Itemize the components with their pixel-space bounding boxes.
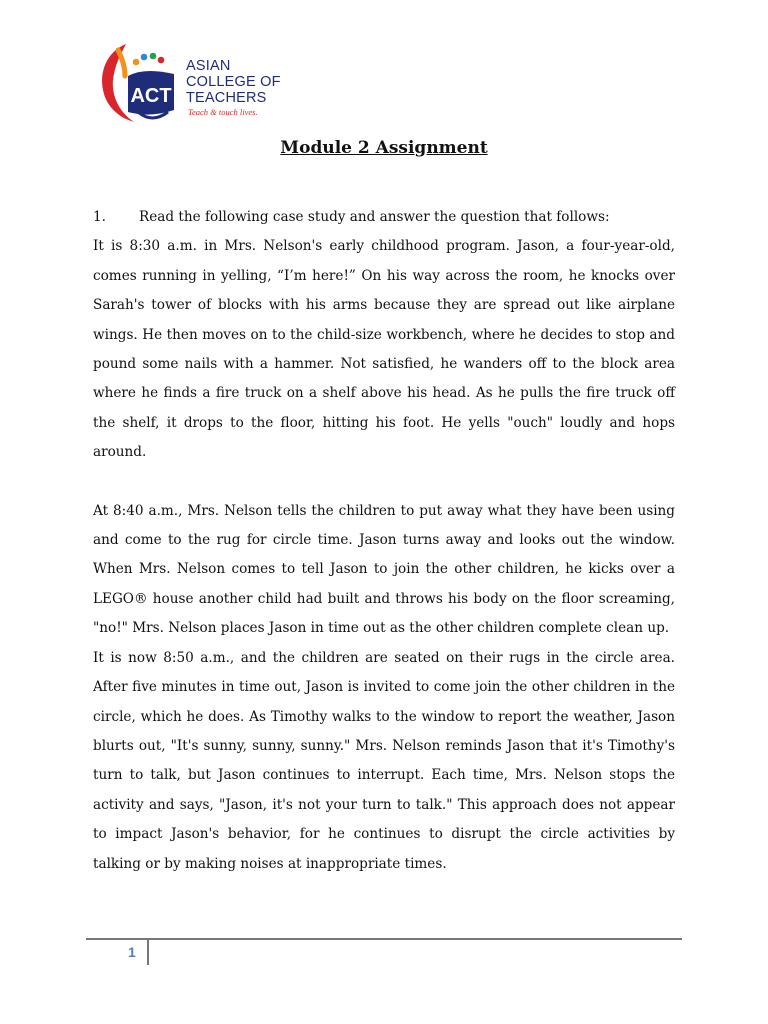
logo-mark-text: ACT (130, 85, 172, 107)
logo-line-1: ASIAN (186, 58, 231, 74)
college-logo (92, 40, 312, 124)
act-logo-icon (92, 40, 184, 124)
page-number: 1 (128, 944, 136, 960)
case-paragraph-2: At 8:40 a.m., Mrs. Nelson tells the children to put away what they have been using and come to the rug for circle time. Jason turns away and looks out the window. When Mrs. Nelson comes to tell Jason to join the other children, he kicks over a LEGO® house another child had built and throws his body on the floor screaming, "no!" Mrs. Nelson places Jason in time out as the other children complete clean up. (93, 502, 675, 637)
footer-divider (147, 939, 149, 965)
question-line (93, 203, 675, 232)
case-paragraph-3: It is now 8:50 a.m., and the children are seated on their rugs in the circle area. After five minutes in time out, Jason is invited to come join the other children in the circle, which he does. As Timothy walks to the window to report the weather, Jason blurts out, "It's sunny, sunny, sunny." Mrs. Nelson reminds Jason that it's Timothy's turn to talk, but Jason continues to interrupt. Each time, Mrs. Nelson stops the activity and says, "Jason, it's not your turn to talk." This approach does not appear to impact Jason's behavior, for he continues to disrupt the circle activities by talking or by making noises at inappropriate times. (93, 649, 675, 872)
logo-wordmark (186, 58, 281, 117)
footer-rule (86, 938, 682, 940)
case-paragraph-1: It is 8:30 a.m. in Mrs. Nelson's early childhood program. Jason, a four-year-old, comes running in yelling, “I’m here!” On his way across the room, he knocks over Sarah's tower of blocks with his arms because they are spread out like airplane wings. He then moves on to the child-size workbench, where he decides to stop and pound some nails with a hammer. Not satisfied, he wanders off to the block area where he finds a fire truck on a shelf above his head. As he pulls the fire truck off the shelf, it drops to the floor, hitting his foot. He yells "ouch" loudly and hops around. (93, 238, 675, 461)
assignment-body (93, 203, 675, 879)
logo-tagline: Teach & touch lives. (188, 107, 258, 117)
logo-line-2: COLLEGE OF (186, 74, 281, 90)
question-number: 1. (93, 209, 106, 225)
logo-line-3: TEACHERS (186, 90, 267, 106)
page-title: Module 2 Assignment (280, 138, 488, 158)
question-prompt: Read the following case study and answer the question that follows: (139, 209, 610, 225)
paragraph-spacer (93, 468, 675, 497)
